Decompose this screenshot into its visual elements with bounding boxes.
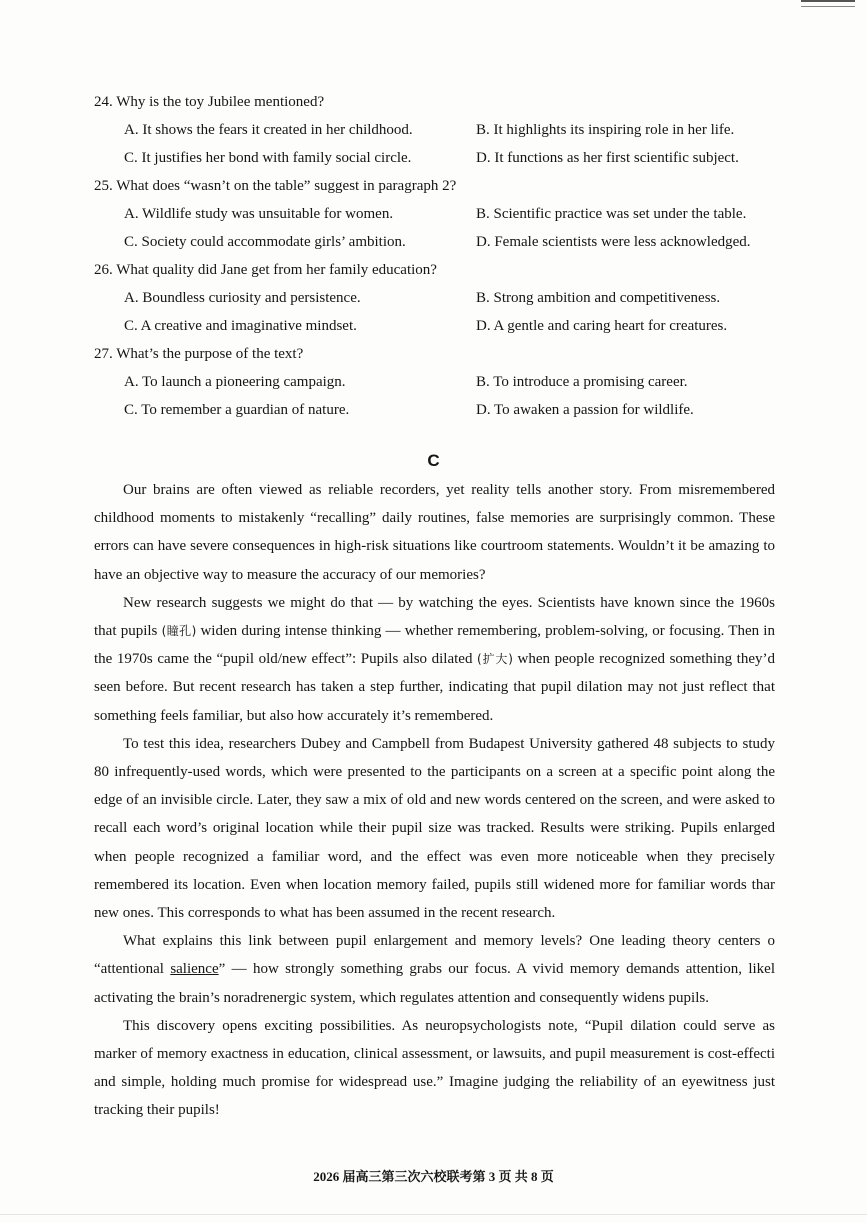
option-a: A. To launch a pioneering campaign. [124,374,346,390]
option-row [94,284,784,312]
paragraph-3: To test this idea, researchers Dubey and Campbell from Budapest University gathered 48 subjects to study 80 infrequently-used words, which were presented to the participants on a screen at a specific point along the edge of an invisible circle. Later, they saw a mix of old and new words centered on the screen, and were asked to recall each word’s original location while their pupil size was tracked. Results were striking. Pupils enlarged when people recognized a familiar word, and the effect was even more noticeable when they precisely remembered its location. Even when location memory failed, pupils still widened more for familiar words thar new ones. This corresponds to what has been assumed in the recent research. [94,735,775,922]
paragraph-5: This discovery opens exciting possibilities. As neuropsychologists note, “Pupil dilation could serve as marker of memory exactness in education, clinical assessment, or lawsuits, and pupil measurement is cost-effecti and simple, holding much promise for widespread use.” Imagine judging the reliability of an eyewitness just tracking their pupils! [94,1017,775,1119]
option-row [94,312,784,340]
question-stem: 24. Why is the toy Jubilee mentioned? [94,94,325,110]
option-row [94,116,784,144]
option-d: D. It functions as her first scientific subject. [476,150,739,166]
option-c: C. To remember a guardian of nature. [124,402,350,418]
gloss-dilate: (扩大) [477,652,513,667]
underlined-word: salience [170,961,219,978]
option-d: D. Female scientists were less acknowledged. [476,234,751,250]
question-stem: 25. What does “wasn’t on the table” suggest in paragraph 2? [94,178,457,194]
paragraph-4-text: ” — how strongly something grabs our focus. A vivid memory demands attention, likel activating the brain’s noradrenergic system, which regulates attention and consequently widens pupils. [94,961,776,1006]
question-27 [94,340,784,424]
option-b: B. It highlights its inspiring role in her life. [476,122,735,138]
option-d: D. To awaken a passion for wildlife. [476,402,694,418]
option-c: C. It justifies her bond with family social circle. [124,150,412,166]
paragraph-2 [94,589,775,730]
paragraph-2-text: when people recognized something they’d seen before. But recent research has taken a step further, indicating that pupil dilation may not just reflect that something feels familiar, but also how accurately it’s remembered. [94,651,775,724]
reading-passage [94,476,775,1125]
scan-corner-mark [801,0,855,7]
option-d: D. A gentle and caring heart for creatures. [476,318,728,334]
question-26 [94,256,784,340]
page-footer: 2026 届高三第三次六校联考第 3 页 共 8 页 [313,1169,554,1184]
paragraph-2-text: New research suggests we might do that — by watching the eyes. Scientists have known since the 1960s that pupils [94,594,775,640]
option-c: C. A creative and imaginative mindset. [124,318,357,334]
option-a: A. Boundless curiosity and persistence. [124,290,361,306]
option-row [94,144,784,172]
option-a: A. Wildlife study was unsuitable for women. [124,206,394,222]
option-row [94,396,784,424]
question-25 [94,172,784,256]
question-24 [94,88,784,172]
paragraph-4 [94,927,775,1012]
paragraph-1: Our brains are often viewed as reliable recorders, yet reality tells another story. From misremembered childhood moments to mistakenly “recalling” daily routines, false memories are surprisingly common. These errors can have severe consequences in high-risk situations like courtroom statements. Wouldn’t it be amazing to have an objective way to measure the accuracy of our memories? [94,482,775,583]
question-stem: 27. What’s the purpose of the text? [94,346,304,362]
option-c: C. Society could accommodate girls’ ambition. [124,234,406,250]
paragraph-4-text: What explains this link between pupil enlargement and memory levels? One leading theory centers o [123,933,775,950]
question-stem: 26. What quality did Jane get from her family education? [94,262,437,278]
option-a: A. It shows the fears it created in her childhood. [124,122,413,138]
option-row [94,200,784,228]
option-b: B. Strong ambition and competitiveness. [476,290,721,306]
option-b: B. To introduce a promising career. [476,374,688,390]
option-b: B. Scientific practice was set under the table. [476,206,747,222]
scan-edge [0,1214,867,1215]
option-row [94,228,784,256]
option-row [94,368,784,396]
question-list [94,88,784,424]
gloss-pupil: (瞳孔) [161,624,197,639]
paragraph-4-text: “attentional [94,961,171,978]
paragraph-2-text: widen during intense thinking — whether remembering, problem-solving, or focusing. Then in the 1970s came the “pupil old/new effect”: Pupils also dilated [94,623,775,668]
section-label: C [427,451,440,470]
